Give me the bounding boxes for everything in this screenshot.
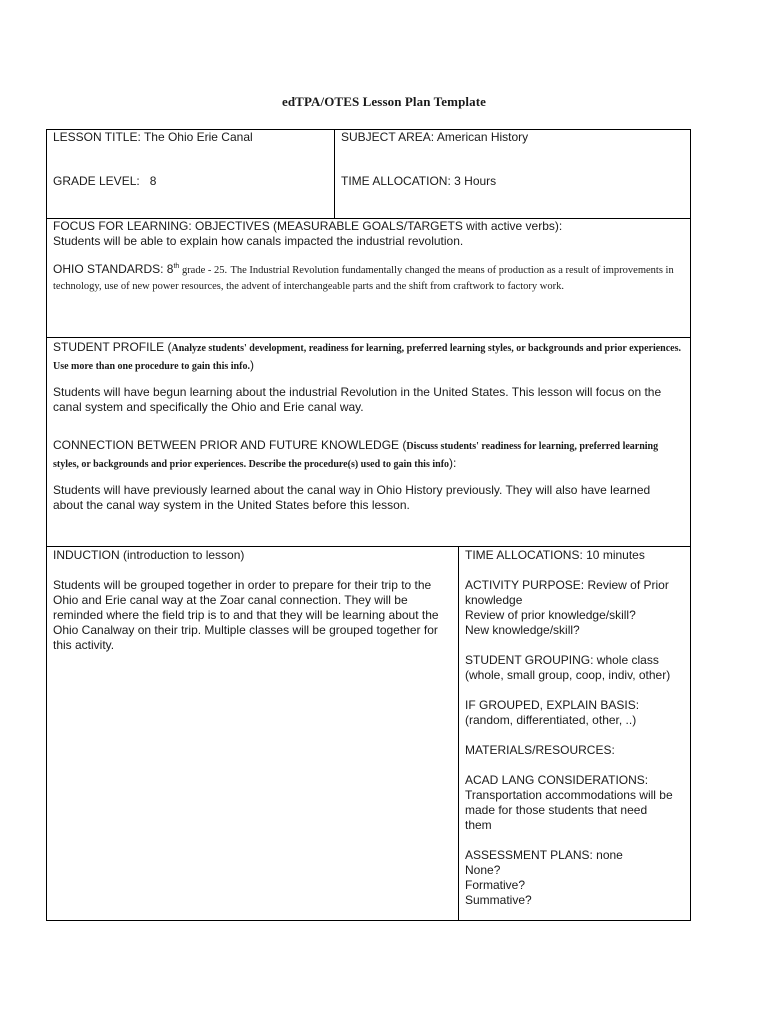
time-allocations: TIME ALLOCATIONS: 10 minutes	[465, 548, 645, 562]
profile-heading-label: STUDENT PROFILE (	[53, 340, 172, 354]
induction-heading: INDUCTION (introduction to lesson)	[53, 548, 245, 562]
student-grouping	[465, 653, 689, 683]
grouping-basis	[465, 698, 689, 728]
activity-sidebar	[465, 548, 689, 908]
profile-instructions: Analyze students' development, readiness for learning, preferred learning styles, or backgrounds and prior experiences. Use more than one procedure to gain this info.	[53, 343, 681, 372]
focus-heading: FOCUS FOR LEARNING: OBJECTIVES (MEASURABLE GOALS/TARGETS with active verbs):	[53, 219, 563, 233]
activity-purpose-line: Review of prior knowledge/skill?	[465, 608, 636, 622]
student-grouping-line: (whole, small group, coop, indiv, other)	[465, 668, 671, 682]
academic-language	[465, 773, 689, 833]
ohio-standards	[53, 262, 685, 294]
grouping-basis-line: (random, differentiated, other, ..)	[465, 713, 637, 727]
focus-objective: Students will be able to explain how canals impacted the industrial revolution.	[53, 234, 464, 248]
student-grouping-line: STUDENT GROUPING: whole class	[465, 653, 659, 667]
subject-area-cell	[341, 130, 686, 145]
induction-column-divider	[458, 546, 459, 921]
grade-level-cell	[53, 174, 333, 189]
student-profile-heading	[53, 339, 683, 375]
activity-purpose-line: knowledge	[465, 593, 523, 607]
student-profile-text: Students will have begun learning about the industrial Revolution in the United States. This lesson will focus on the canal system and specifically the Ohio and Erie canal way.	[53, 385, 662, 414]
document-title: edTPA/OTES Lesson Plan Template	[281, 94, 487, 109]
standards-text: The Industrial Revolution fundamentally changed the means of production as a result of improvements in technology, use of new power resources, the advent of interchangeable parts and the shift from craftwork to factory work.	[53, 265, 674, 292]
assessment-line: Formative?	[465, 878, 526, 892]
activity-purpose	[465, 578, 689, 638]
lesson-title-value: The Ohio Erie Canal	[143, 130, 253, 144]
connection-heading	[53, 437, 683, 473]
academic-language-line: Transportation accommodations will be	[465, 788, 673, 802]
connection-instructions: Discuss students' readiness for learning, preferred learning styles, or backgrounds and prior experiences. Describe the procedure(s) used to gain this info	[53, 441, 659, 470]
grouping-basis-line: IF GROUPED, EXPLAIN BASIS:	[465, 698, 640, 712]
time-allocation-cell	[341, 174, 686, 189]
standards-label: OHIO STANDARDS: 8	[53, 262, 174, 276]
profile-heading-close: )	[249, 358, 254, 372]
grade-level-value: 8	[149, 174, 157, 188]
time-allocation-value: 3 Hours	[454, 174, 497, 188]
academic-language-line: them	[465, 818, 492, 832]
assessment-line: None?	[465, 863, 501, 877]
activity-purpose-line: New knowledge/skill?	[465, 623, 580, 637]
row-divider-2	[46, 337, 691, 338]
academic-language-line: ACAD LANG CONSIDERATIONS:	[465, 773, 649, 787]
grade-level-label: GRADE LEVEL:	[53, 174, 140, 188]
student-profile-cell	[53, 339, 683, 513]
materials-line: MATERIALS/RESOURCES:	[465, 743, 615, 757]
standards-grade: grade - 25.	[179, 265, 228, 276]
assessment-line: Summative?	[465, 893, 532, 907]
assessment-plans	[465, 848, 689, 908]
connection-heading-close: ):	[449, 456, 457, 470]
subject-area-value: American History	[436, 130, 529, 144]
subject-area-label: SUBJECT AREA:	[341, 130, 435, 144]
row-divider-3	[46, 546, 691, 547]
connection-text: Students will have previously learned about the canal way in Ohio History previously. They will also have learned about the canal way system in the United States before this lesson.	[53, 483, 651, 512]
lesson-title-label: LESSON TITLE:	[53, 130, 141, 144]
lesson-title-cell	[53, 130, 333, 145]
activity-purpose-line: ACTIVITY PURPOSE: Review of Prior	[465, 578, 669, 592]
academic-language-line: made for those students that need	[465, 803, 648, 817]
induction-text: Students will be grouped together in order to prepare for their trip to the Ohio and Erie canal way at the Zoar canal connection. They will be reminded where the field trip is to and that they will be learning about the Ohio Canalway on their trip. Multiple classes will be grouped together for this activity.	[53, 578, 439, 652]
materials-resources	[465, 743, 689, 758]
assessment-line: ASSESSMENT PLANS: none	[465, 848, 623, 862]
header-column-divider	[334, 129, 335, 218]
time-allocation-label: TIME ALLOCATION:	[341, 174, 451, 188]
standards-superscript: th	[173, 263, 180, 270]
focus-cell	[53, 219, 685, 294]
connection-heading-label: CONNECTION BETWEEN PRIOR AND FUTURE KNOWLEDGE (	[53, 438, 407, 452]
induction-cell	[53, 548, 453, 653]
